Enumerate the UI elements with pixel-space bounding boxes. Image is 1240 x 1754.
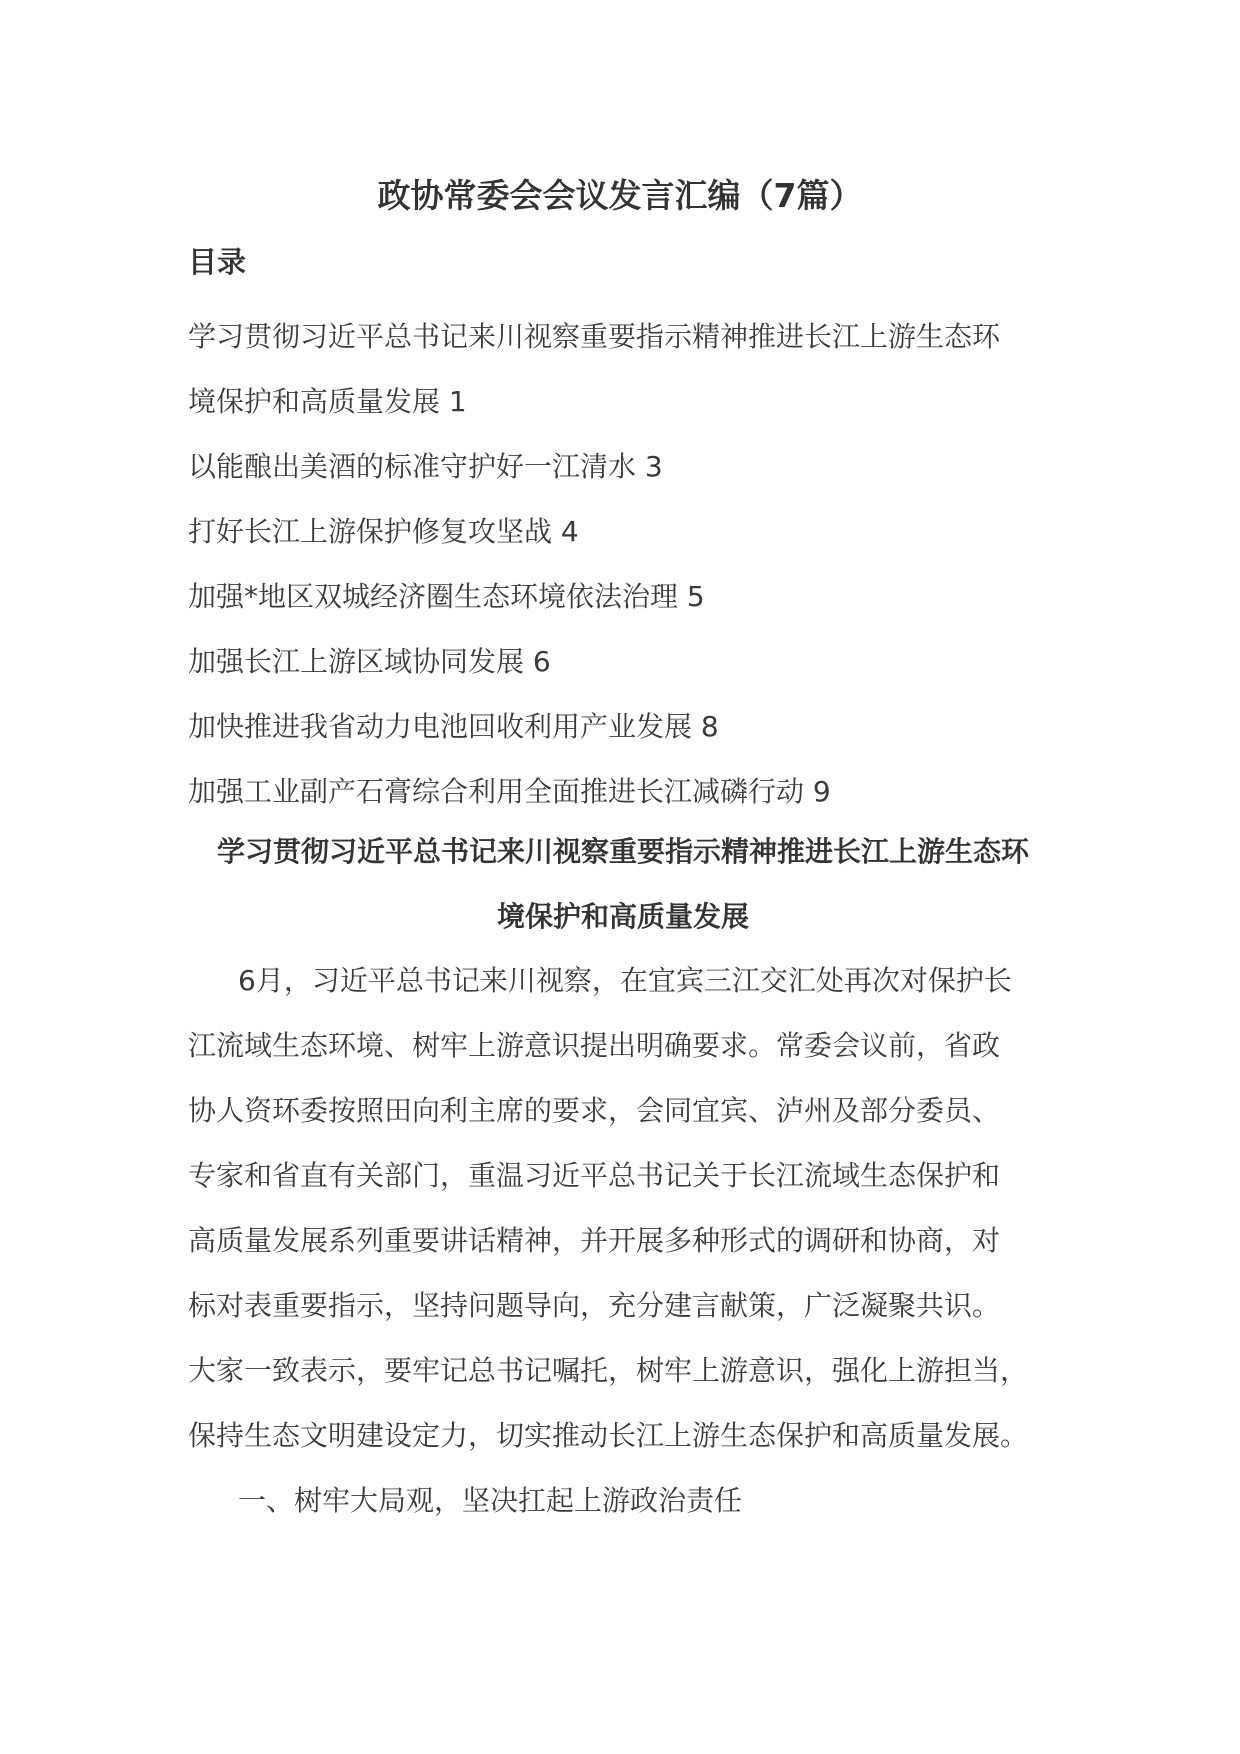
toc-line: 加强工业副产石膏综合利用全面推进长江减磷行动 9 <box>188 775 831 808</box>
toc-line: 以能酿出美酒的标准守护好一江清水 3 <box>188 450 663 483</box>
paragraph-line: 专家和省直有关部门，重温习近平总书记关于长江流域生态保护和 <box>188 1159 1001 1192</box>
paragraph-line: 大家一致表示，要牢记总书记嘱托，树牢上游意识，强化上游担当， <box>188 1354 1029 1387</box>
paragraph-line: 江流域生态环境、树牢上游意识提出明确要求。常委会议前，省政 <box>188 1029 1001 1062</box>
toc-line: 加快推进我省动力电池回收利用产业发展 8 <box>188 710 719 743</box>
toc-line: 学习贯彻习近平总书记来川视察重要指示精神推进长江上游生态环 <box>188 320 1001 353</box>
toc-line: 加强*地区双城经济圈生态环境依法治理 5 <box>188 580 705 613</box>
paragraph-line: 高质量发展系列重要讲话精神，并开展多种形式的调研和协商，对 <box>188 1224 1001 1257</box>
subheading: 一、树牢大局观，坚决扛起上游政治责任 <box>238 1484 743 1517</box>
toc-heading: 目录 <box>188 245 247 279</box>
section-title <box>188 819 1058 949</box>
paragraph-line: 6月，习近平总书记来川视察，在宜宾三江交汇处再次对保护长 <box>238 964 1012 997</box>
toc-line: 加强长江上游区域协同发展 6 <box>188 645 551 678</box>
paragraph-line: 协人资环委按照田向利主席的要求，会同宜宾、泸州及部分委员、 <box>188 1094 1001 1127</box>
toc-line: 打好长江上游保护修复攻坚战 4 <box>188 515 579 548</box>
paragraph-line: 标对表重要指示，坚持问题导向，充分建言献策，广泛凝聚共识。 <box>188 1289 1001 1322</box>
section-title-line: 境保护和高质量发展 <box>496 900 749 933</box>
body-paragraph <box>188 948 1058 1533</box>
table-of-contents <box>188 304 1058 824</box>
toc-line: 境保护和高质量发展 1 <box>188 385 467 418</box>
paragraph-line: 保持生态文明建设定力，切实推动长江上游生态保护和高质量发展。 <box>188 1419 1029 1452</box>
section-title-line: 学习贯彻习近平总书记来川视察重要指示精神推进长江上游生态环 <box>216 835 1029 868</box>
document-title: 政协常委会会议发言汇编（7篇） <box>377 176 863 215</box>
